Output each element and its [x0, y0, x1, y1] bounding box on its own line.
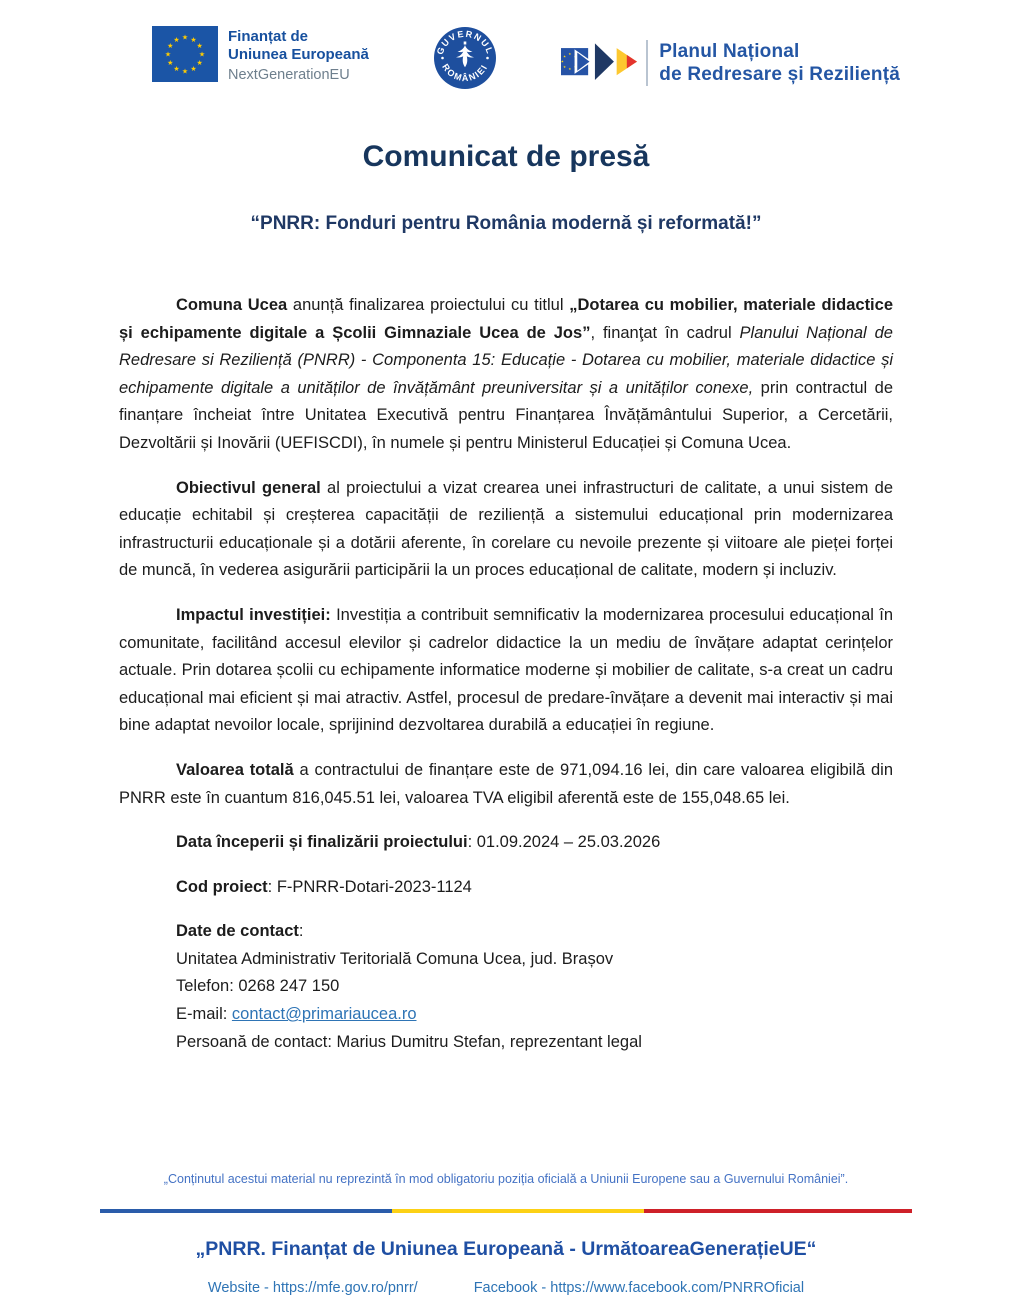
footer-links-row	[0, 1280, 1012, 1309]
contact-phone-line: Telefon: 0268 247 150	[176, 977, 340, 996]
eu-logo-line3: NextGenerationEU	[228, 67, 350, 83]
bold-cod-proiect: Cod proiect	[176, 877, 268, 896]
tricolor-red-segment	[644, 1209, 912, 1213]
bold-project-title: „Dotarea cu mobilier, materiale didactice și echipamente digitale a Școlii Gimnaziale Ucea de Jos”	[119, 296, 893, 342]
pnrr-slogan: „PNRR. Finanțat de Uniunea Europeană - UrmătoareaGenerațieUE“	[195, 1238, 817, 1260]
svg-text:★: ★	[561, 59, 565, 64]
p6-text: : F-PNRR-Dotari-2023-1124	[267, 877, 472, 896]
bold-valoarea-totala: Valoarea totală	[176, 760, 294, 779]
pnrr-logo-text	[659, 40, 900, 86]
paragraph-impact	[119, 602, 893, 740]
gov-romania-logo	[433, 26, 497, 95]
romanian-tricolor-rule	[100, 1209, 913, 1213]
svg-text:★: ★	[196, 42, 203, 50]
contact-person-line: Persoană de contact: Marius Dumitru Stefan, reprezentant legal	[176, 1032, 642, 1051]
bold-comuna-ucea: Comuna Ucea	[176, 296, 288, 314]
eu-logo-line2: Uniunea Europeană	[228, 46, 369, 63]
pnrr-logo-line2: de Redresare și Reziliență	[659, 64, 900, 85]
svg-text:★: ★	[568, 52, 572, 57]
paragraph-project-announcement	[119, 292, 893, 458]
contact-email-line	[176, 1001, 893, 1029]
paragraph-project-code	[119, 874, 893, 902]
tricolor-yellow-segment	[392, 1209, 644, 1213]
website-link-label: Website - https://mfe.gov.ro/pnrr/	[207, 1280, 418, 1296]
p1-text1: anunță finalizarea proiectului cu titlul	[287, 296, 570, 314]
eu-logo-line1: Finanțat de	[228, 28, 309, 45]
p1-text3: prin contractul de finanțare încheiat între Unitatea Executivă pentru Finanțarea Învățământului Superior, a Cercetării, Dezvoltării și Inovării (UEFISCDI), în numele și pentru Ministerul Educației și Comuna Ucea.	[119, 378, 894, 452]
contact-heading	[119, 918, 893, 946]
contact-entity-line: Unitatea Administrativ Teritorială Comuna Ucea, jud. Brașov	[176, 949, 614, 968]
svg-text:★: ★	[190, 65, 197, 74]
eu-logo-text	[228, 26, 369, 84]
gov-seal-top-text: GUVERNUL	[434, 28, 496, 57]
svg-text:★: ★	[167, 59, 174, 67]
contact-heading-colon: :	[298, 922, 304, 941]
svg-text:★: ★	[173, 65, 180, 74]
eu-funding-logo	[152, 26, 369, 84]
eu-flag-icon	[152, 26, 218, 82]
contact-block	[176, 946, 893, 1056]
bold-impactul-investitiei: Impactul investiției:	[176, 605, 331, 624]
paragraph-objective	[119, 475, 893, 585]
svg-text:★: ★	[198, 50, 206, 59]
bold-date-de-contact: Date de contact	[176, 922, 299, 941]
pnrr-arrows-icon	[561, 32, 637, 94]
p3-text: Investiția a contribuit semnificativ la modernizarea procesului educațional în comunitate, facilitând accesul elevilor și cadrelor didactice la un mediu de învățare adaptat cerințelor actuale. Prin dotarea școlii cu echipamente informatice moderne și mobilier de calitate, s-a creat un cadru educațional mai eficient și mai atractiv. Astfel, procesul de predare-învățare a devenit mai interactiv și mai bine adaptat nevoilor locale, sprijinind dezvoltarea durabilă a educației în regiune.	[119, 605, 893, 735]
paragraph-project-dates	[119, 829, 893, 857]
p5-text: : 01.09.2024 – 25.03.2026	[467, 833, 661, 852]
facebook-link-label: Facebook - https://www.facebook.com/PNRROficial	[473, 1280, 805, 1296]
svg-text:★: ★	[167, 42, 174, 50]
svg-text:★: ★	[563, 64, 567, 69]
p1-text2: , finanţat în cadrul	[590, 323, 740, 342]
svg-text:★: ★	[568, 67, 572, 72]
gov-seal-bottom-text: ROMÂNIEI	[440, 61, 490, 84]
svg-text:★: ★	[181, 67, 189, 76]
page-subtitle: “PNRR: Fonduri pentru România modernă și reformată!”	[250, 213, 762, 234]
svg-text:★: ★	[190, 35, 197, 44]
italic-pnrr-component: Planului Național de Redresare si Reziliență (PNRR) - Componenta 15: Educație - Dotarea cu mobilier, materiale didactice și echipamente digitale a unităților de învățământ preuniversitar și a unităților conexe,	[119, 323, 893, 397]
gov-seal-icon	[433, 26, 497, 90]
pnrr-logo-line1: Planul Național	[659, 41, 800, 62]
svg-text:★: ★	[164, 50, 172, 59]
p2-text: al proiectului a vizat crearea unei infrastructuri de calitate, a unui sistem de educație echitabil și creșterea capacității de reziliență a sistemului educațional prin modernizarea infrastructurii educaționale și a dotării aferente, în corelare cu nevoile prezente și viitoare ale pieței forței de muncă, în vederea asigurării participării la un proces educațional de calitate, modern și incluziv.	[119, 478, 894, 580]
tricolor-blue-segment	[100, 1209, 393, 1213]
svg-text:★: ★	[173, 35, 180, 44]
svg-text:★: ★	[563, 54, 567, 59]
email-link[interactable]: contact@primariaucea.ro	[231, 1005, 417, 1024]
paragraph-total-value	[119, 757, 893, 812]
svg-text:★: ★	[181, 33, 189, 42]
pnrr-logo-divider	[646, 40, 648, 86]
bold-obiectivul-general: Obiectivul general	[176, 478, 321, 497]
document-footer	[0, 1172, 1012, 1309]
page-title: Comunicat de presă	[362, 140, 650, 173]
bold-data-inceperii: Data începerii și finalizării proiectului	[176, 833, 468, 852]
header-logos	[0, 0, 1012, 95]
pnrr-logo	[561, 32, 900, 94]
disclaimer-text: „Conținutul acestui material nu reprezintă în mod obligatoriu poziția oficială a Uniunii Europene sau a Guvernului României”.	[163, 1172, 849, 1186]
email-label: E-mail:	[176, 1005, 232, 1024]
p4-text: a contractului de finanțare este de 971,094.16 lei, din care valoarea eligibilă din PNRR este în cuantum 816,045.51 lei, valoarea TVA eligibil aferentă este de 155,048.65 lei.	[119, 760, 893, 807]
document-body	[119, 292, 893, 1056]
svg-text:★: ★	[196, 59, 203, 67]
